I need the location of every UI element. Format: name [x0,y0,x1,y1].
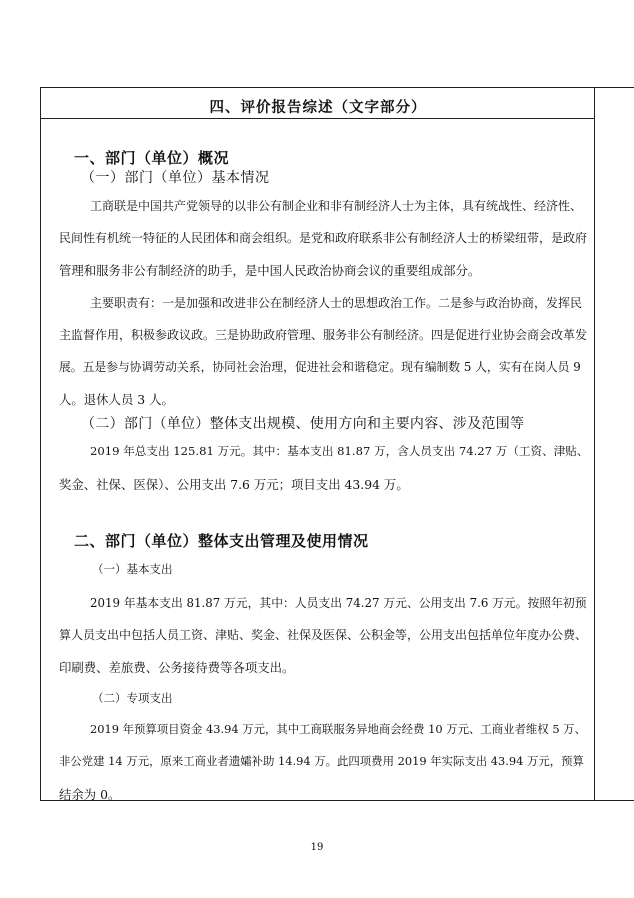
section2-sub1-heading: （一）基本支出 [92,562,173,576]
section2-p1-line1: 2019 年基本支出 81.87 万元，其中：人员支出 74.27 万元、公用支出 7.6 万元。按照年初预 [90,596,587,610]
section1-p2-line2: 主监督作用，积极参政议政。三是协助政府管理、服务非公有制经济。四是促进行业协会商会改革发 [59,328,588,342]
section2-sub2-heading: （二）专项支出 [92,691,173,705]
right-column-cell [594,87,634,801]
section1-sub2-heading: （二）部门（单位）整体支出规模、使用方向和主要内容、涉及范围等 [81,416,525,432]
section1-heading: 一、部门（单位）概况 [74,149,230,167]
section2-p2-line3: 结余为 0。 [59,787,121,802]
section1-p2-line1: 主要职责有：一是加强和改进非公在制经济人士的思想政治工作。二是参与政治协商，发挥民 [90,296,583,310]
section1-p1-line2: 民间性有机统一特征的人民团体和商会组织。是党和政府联系非公有制经济人士的桥梁纽带，是政府 [59,231,588,245]
section1-p1-line3: 管理和服务非公有制经济的助手，是中国人民政治协商会议的重要组成部分。 [59,263,481,278]
section2-p2-line2: 非公党建 14 万元，原来工商业者遗孀补助 14.94 万。此四项费用 2019 年实际支出 43.94 万元，预算 [59,754,584,768]
section2-p1-line3: 印刷费、差旅费、公务接待费等各项支出。 [59,660,295,675]
title-divider [41,118,595,119]
section2-p2-line1: 2019 年预算项目资金 43.94 万元，其中工商联服务异地商会经费 10 万元、工商业者维权 5 万、 [90,722,586,736]
section2-heading: 二、部门（单位）整体支出管理及使用情况 [74,532,369,550]
section1-p2-line3: 展。五是参与协调劳动关系，协同社会治理，促进社会和谐稳定。现有编制数 5 人，实有在岗人员 9 [59,360,581,374]
page-number: 19 [310,842,324,853]
section1-p3-line2: 奖金、社保、医保）、公用支出 7.6 万元；项目支出 43.94 万。 [59,477,409,492]
section1-p1-line1: 工商联是中国共产党领导的以非公有制企业和非有制经济人士为主体，具有统战性、经济性、 [90,199,583,213]
section1-sub1-heading: （一）部门（单位）基本情况 [81,170,270,186]
section1-p3-line1: 2019 年总支出 125.81 万元。其中：基本支出 81.87 万，含人员支出 74.27 万（工资、津贴、 [90,444,589,458]
section2-p1-line2: 算人员支出中包括人员工资、津贴、奖金、社保及医保、公积金等，公用支出包括单位年度办公费、 [59,628,588,642]
section1-p2-line4: 人。退休人员 3 人。 [59,392,174,407]
page-title: 四、评价报告综述（文字部分） [209,99,427,116]
